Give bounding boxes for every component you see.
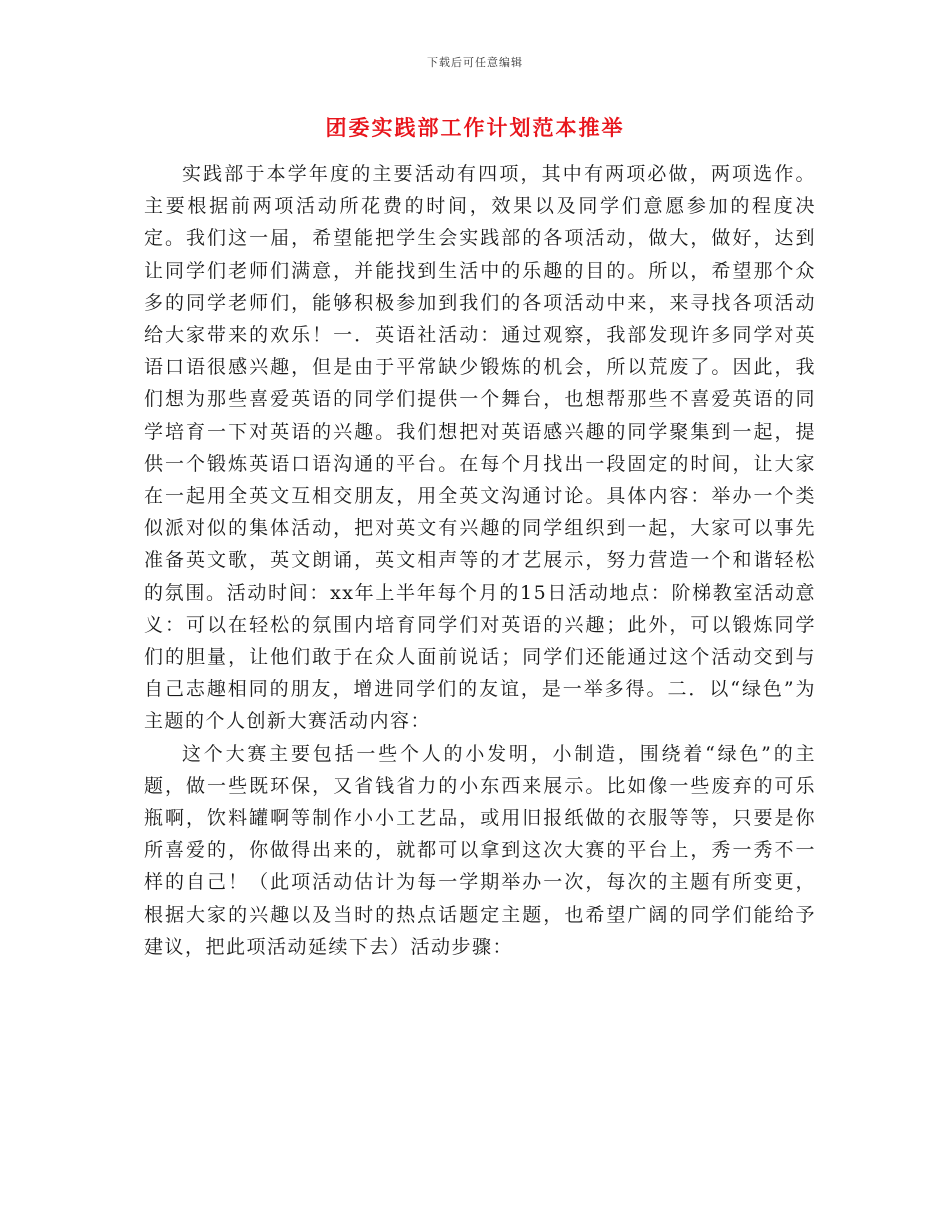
body-paragraph: 实践部于本学年度的主要活动有四项，其中有两项必做，两项选作。主要根据前两项活动所花费的时间，效果以及同学们意愿参加的程度决定。我们这一届，希望能把学生会实践部的各项活动，做大，做好，达到让同学们老师们满意，并能找到生活中的乐趣的目的。所以，希望那个众多的同学老师们，能够积极参加到我们的各项活动中来，来寻找各项活动给大家带来的欢乐！一．英语社活动：通过观察，我部发现许多同学对英语口语很感兴趣，但是由于平常缺少锻炼的机会，所以荒废了。因此，我们想为那些喜爱英语的同学们提供一个舞台，也想帮那些不喜爱英语的同学培育一下对英语的兴趣。我们想把对英语感兴趣的同学聚集到一起，提供一个锻炼英语口语沟通的平台。在每个月找出一段固定的时间，让大家在一起用全英文互相交朋友，用全英文沟通讨论。具体内容：举办一个类似派对似的集体活动，把对英文有兴趣的同学组织到一起，大家可以事先准备英文歌，英文朗诵，英文相声等的才艺展示，努力营造一个和谐轻松的氛围。活动时间：xx年上半年每个月的15日活动地点：阶梯教室活动意义：可以在轻松的氛围内培育同学们对英语的兴趣；此外，可以锻炼同学们的胆量，让他们敢于在众人面前说话；同学们还能通过这个活动交到与自己志趣相同的朋友，增进同学们的友谊，是一举多得。二．以“绿色”为主题的个人创新大赛活动内容： bbox=[144, 163, 816, 733]
body-paragraph: 这个大赛主要包括一些个人的小发明，小制造，围绕着“绿色”的主题，做一些既环保，又省钱省力的小东西来展示。比如像一些废弃的可乐瓶啊，饮料罐啊等制作小小工艺品，或用旧报纸做的衣服等等，只要是你所喜爱的，你做得出来的，就都可以拿到这次大赛的平台上，秀一秀不一样的自己！（此项活动估计为每一学期举办一次，每次的主题有所变更，根据大家的兴趣以及当时的热点话题定主题，也希望广阔的同学们能给予建议，把此项活动延续下去）活动步骤： bbox=[144, 742, 816, 958]
header-note: 下载后可任意编辑 bbox=[427, 56, 523, 69]
document-body bbox=[144, 158, 816, 963]
document-title: 团委实践部工作计划范本推举 bbox=[325, 115, 625, 140]
